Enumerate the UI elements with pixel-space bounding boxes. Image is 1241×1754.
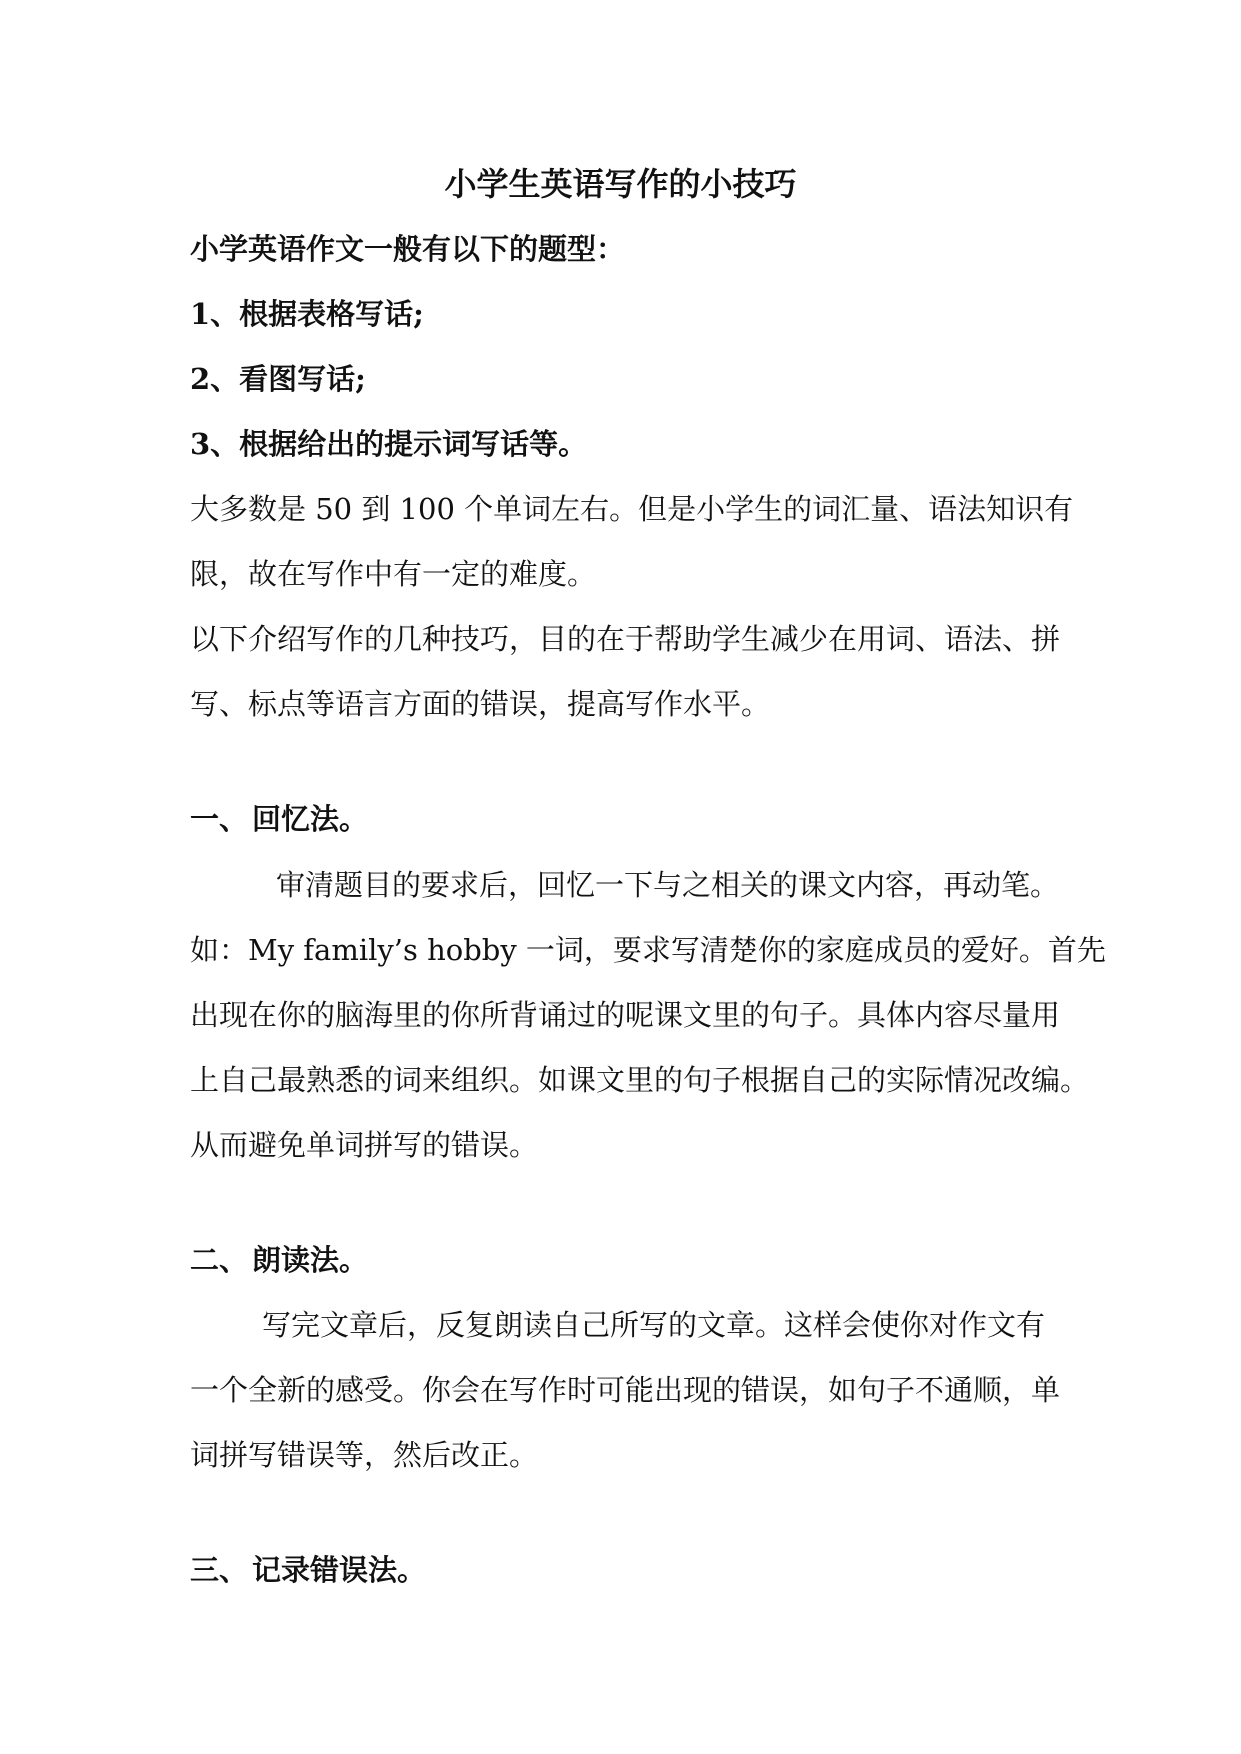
section-heading [190,1240,368,1280]
intro-paragraph-line: 大多数是 50 到 100 个单词左右。但是小学生的词汇量、语法知识有 [190,492,1074,526]
section-title: 朗读法。 [252,1243,369,1277]
type-item-2: 2、看图写话; [190,362,366,396]
section-heading [190,799,368,839]
section-number: 三、 [190,1553,249,1587]
type-item-3: 3、根据给出的提示词写话等。 [190,427,588,461]
document-title: 小学生英语写作的小技巧 [444,165,797,203]
section-title: 回忆法。 [252,802,369,836]
section-paragraph-line: 如：My family’s hobby 一词，要求写清楚你的家庭成员的爱好。首先 [190,933,1106,967]
type-item-1: 1、根据表格写话; [190,297,424,331]
section-number: 二、 [190,1243,249,1277]
section-paragraph-line: 词拼写错误等，然后改正。 [190,1438,539,1472]
section-title: 记录错误法。 [252,1553,427,1587]
intro-paragraph-line: 写、标点等语言方面的错误，提高写作水平。 [190,687,771,721]
section-heading [190,1550,426,1590]
intro-heading: 小学英语作文一般有以下的题型： [190,232,626,266]
intro-paragraph-line: 限，故在写作中有一定的难度。 [190,557,597,591]
section-paragraph-line: 出现在你的脑海里的你所背诵过的呢课文里的句子。具体内容尽量用 [190,998,1061,1032]
intro-paragraph-line: 以下介绍写作的几种技巧，目的在于帮助学生减少在用词、语法、拼 [190,622,1061,656]
section-paragraph-line: 上自己最熟悉的词来组织。如课文里的句子根据自己的实际情况改编。 [190,1063,1090,1097]
section-paragraph-line: 一个全新的感受。你会在写作时可能出现的错误，如句子不通顺，单 [190,1373,1061,1407]
section-number: 一、 [190,802,249,836]
section-paragraph-line: 审清题目的要求后，回忆一下与之相关的课文内容，再动笔。 [276,868,1060,902]
section-paragraph-line: 从而避免单词拼写的错误。 [190,1128,539,1162]
section-paragraph-line: 写完文章后，反复朗读自己所写的文章。这样会使你对作文有 [262,1308,1046,1342]
